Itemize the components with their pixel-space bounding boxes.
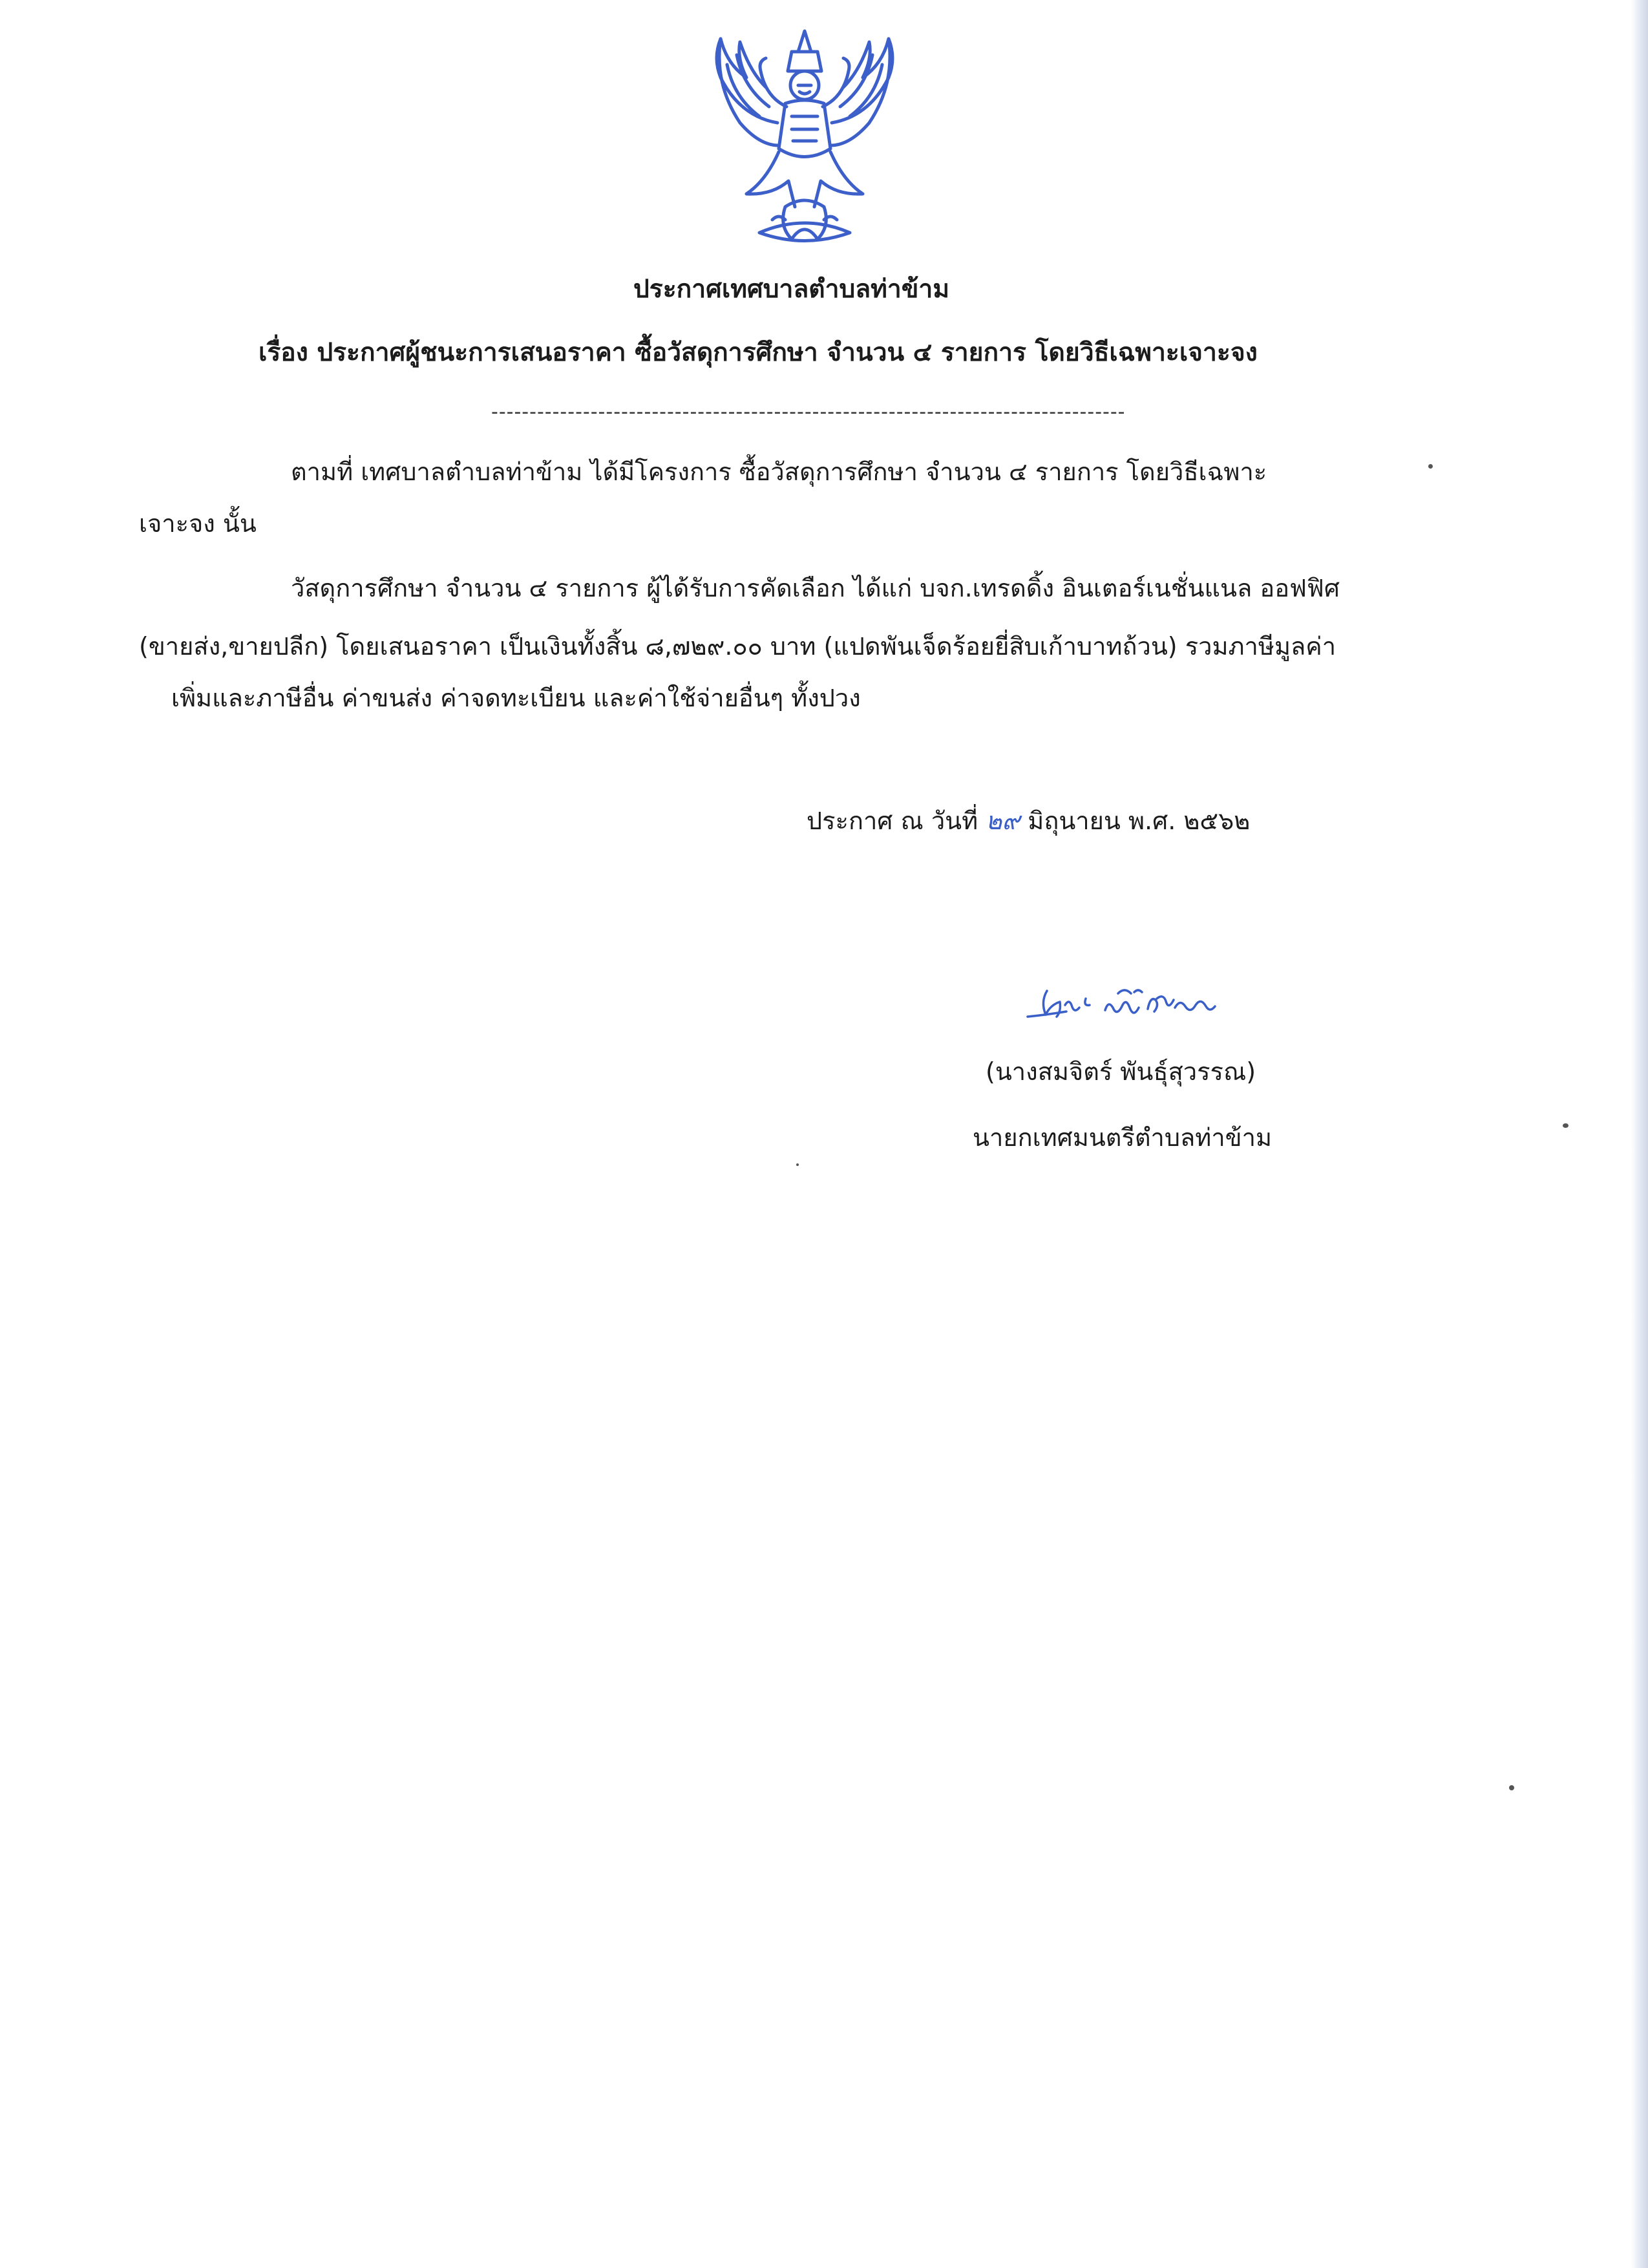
announcement-subject: เรื่อง ประกาศผู้ชนะการเสนอราคา ซื้อวัสดุการศึกษา จำนวน ๔ รายการ โดยวิธีเฉพาะเจาะจง [259, 338, 1258, 367]
garuda-emblem-icon [701, 26, 908, 252]
date-month-year: มิถุนายน พ.ศ. ๒๕๖๒ [1028, 807, 1251, 835]
scan-edge [1631, 0, 1648, 2268]
scan-speck [796, 1163, 799, 1166]
paragraph-1-line-1: ตามที่ เทศบาลตำบลท่าข้าม ได้มีโครงการ ซื้อวัสดุการศึกษา จำนวน ๔ รายการ โดยวิธีเฉพาะ [291, 458, 1267, 486]
signatory-name: (นางสมจิตร์ พันธุ์สุวรรณ) [986, 1057, 1256, 1086]
scan-speck [1509, 1785, 1514, 1790]
announcement-title: ประกาศเทศบาลตำบลท่าข้าม [633, 275, 950, 304]
scan-speck [1428, 464, 1433, 469]
paragraph-2-line-1: วัสดุการศึกษา จำนวน ๔ รายการ ผู้ได้รับการคัดเลือก ได้แก่ บจก.เทรดดิ้ง อินเตอร์เนชั่นแนล ออฟฟิศ [291, 574, 1340, 602]
date-day: ๒๙ [986, 807, 1020, 835]
announcement-date [807, 801, 1250, 840]
handwritten-signature [1021, 979, 1234, 1037]
paragraph-1-line-2: เจาะจง นั้น [139, 509, 257, 538]
scan-speck [1563, 1123, 1569, 1128]
paragraph-2-line-2: (ขายส่ง,ขายปลีก) โดยเสนอราคา เป็นเงินทั้งสิ้น ๘,๗๒๙.๐๐ บาท (แปดพันเจ็ดร้อยยี่สิบเก้าบาทถ้วน) รวมภาษีมูลค่า [139, 632, 1336, 661]
header-divider: ----------------------------------------------------------------------------------- [491, 401, 1126, 423]
date-prefix: ประกาศ ณ วันที่ [807, 807, 978, 835]
signatory-position: นายกเทศมนตรีตำบลท่าข้าม [973, 1123, 1273, 1152]
paragraph-2-line-3: เพิ่มและภาษีอื่น ค่าขนส่ง ค่าจดทะเบียน และค่าใช้จ่ายอื่นๆ ทั้งปวง [171, 684, 861, 712]
